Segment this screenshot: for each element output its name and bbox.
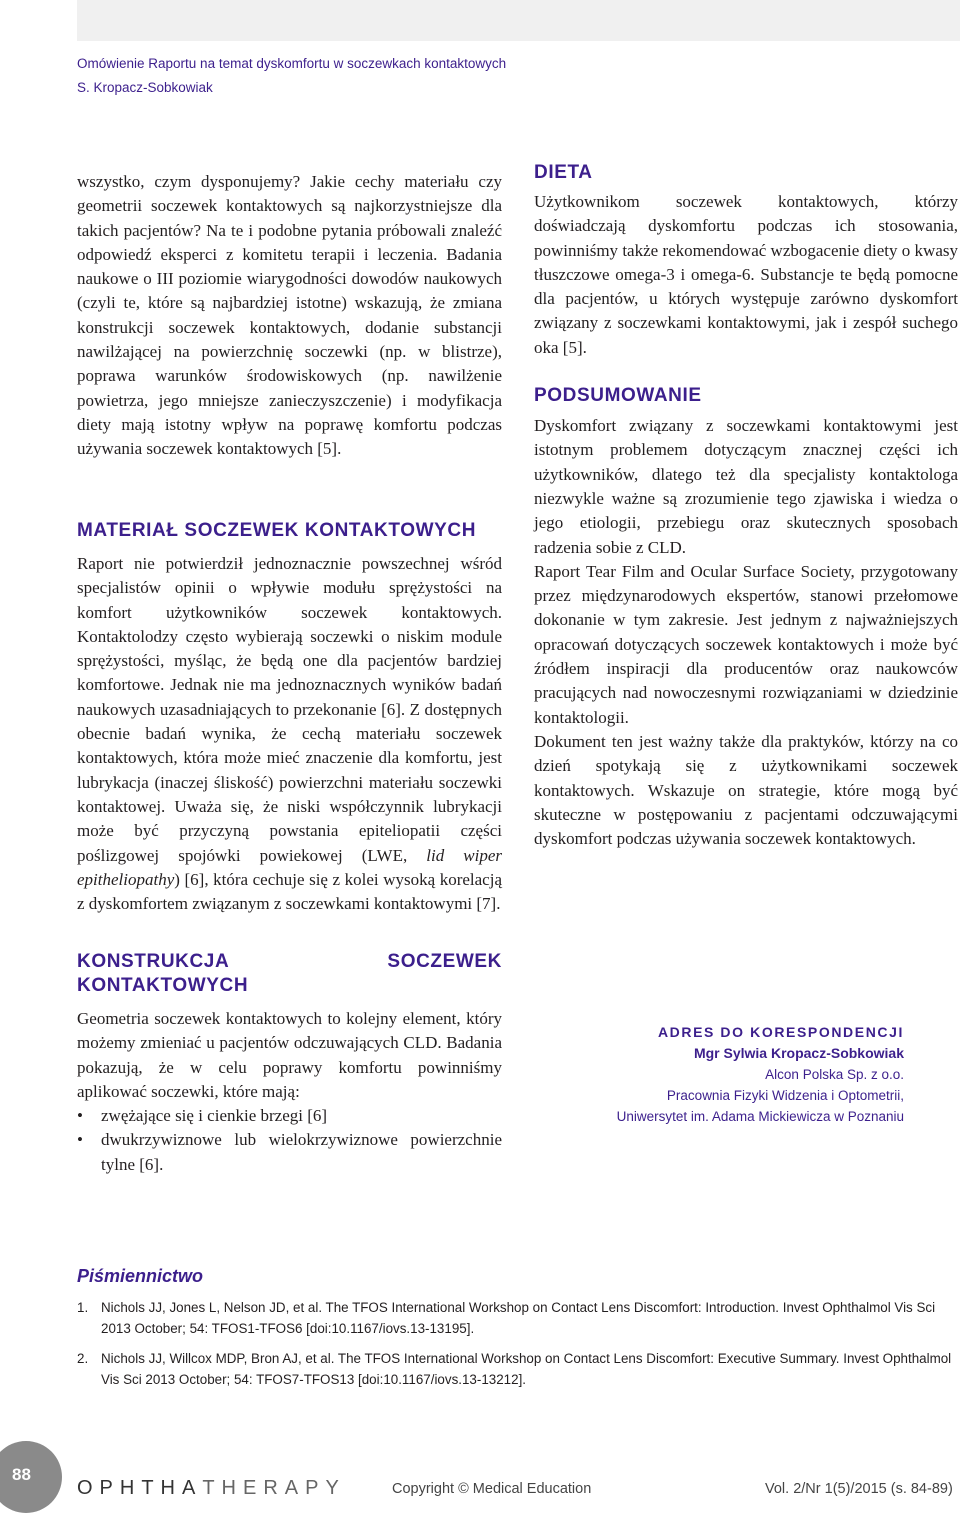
reference-item <box>77 1348 960 1390</box>
reference-item <box>77 1297 960 1339</box>
construction-section <box>77 950 502 1177</box>
address-name: Mgr Sylwia Kropacz-Sobkowiak <box>693 1045 904 1061</box>
address-line: Uniwersytet im. Adama Mickiewicza w Poznaniu <box>616 1109 904 1124</box>
footer-volume: Vol. 2/Nr 1(5)/2015 (s. 84-89) <box>765 1481 953 1497</box>
construction-bullets <box>77 1104 502 1177</box>
summary-heading: PODSUMOWANIE <box>534 385 702 407</box>
reference-number: 1. <box>77 1300 89 1315</box>
references-list <box>77 1297 960 1399</box>
reference-text: Nichols JJ, Jones L, Nelson JD, et al. The TFOS International Workshop on Contact Lens Discomfort: Introduction. Invest Ophthalmol Vis Sci 2013 October; 54: TFOS1-TFOS6 [doi:10.1167/iovs.13-13195]. <box>101 1300 936 1336</box>
address-title: ADRES DO KORESPONDENCJI <box>657 1024 904 1040</box>
construction-paragraph: Geometria soczewek kontaktowych to kolejny element, który możemy zmieniać u pacjentów odczuwających CLD. Badania pokazują, że w celu poprawy komfortu powinniśmy aplikować soczewki, które mają: <box>77 1009 502 1101</box>
header-band <box>77 0 960 41</box>
bullet-item: • zwężające się i cienkie brzegi [6] <box>77 1104 502 1128</box>
diet-paragraph: Użytkownikom soczewek kontaktowych, którzy doświadczają dyskomfortu podczas ich stosowania, powinniśmy także rekomendować wzbogacenie diety o kwasy tłuszczowe omega-3 i omega-6. Substancje te będą pomocne dla pacjentów, u których występuje zarówno dyskomfort związany z soczewkami kontaktowymi, jak i zespół suchego oka [5]. <box>534 192 958 357</box>
page-number: 88 <box>12 1465 31 1484</box>
reference-text: Nichols JJ, Willcox MDP, Bron AJ, et al. The TFOS International Workshop on Contact Lens Discomfort: Executive Summary. Invest Ophthalmol Vis Sci 2013 October; 54: TFOS7-TFOS13 [doi:10.1167/iovs.13-13212]. <box>101 1351 952 1387</box>
material-section <box>77 519 502 916</box>
page-number-badge <box>0 1441 62 1513</box>
footer-copyright: Copyright © Medical Education <box>392 1481 592 1497</box>
address-line: Alcon Polska Sp. z o.o. <box>765 1067 904 1082</box>
references-title: Piśmiennictwo <box>77 1266 204 1286</box>
bullet-item: • dwukrzywiznowe lub wielokrzywiznowe powierzchnie tylne [6]. <box>77 1128 502 1177</box>
reference-number: 2. <box>77 1351 89 1366</box>
material-italic-term: lid wiper epitheliopathy <box>77 845 503 889</box>
right-column <box>534 161 958 851</box>
left-column-top <box>77 170 502 462</box>
material-paragraph: Raport nie potwierdził jednoznacznie powszechnej wśród specjalistów opinii o wpływie modułu sprężystości na komfort użytkowników soczewek kontaktowych. Kontaktolodzy często wybierają soczewki o niskim module sprężystości, myśląc, że będą one dla pacjentów bardziej komfortowe. Jednak nie ma jednoznacznych wyników badań naukowych uzasadniających to przekonanie [6]. Z dostępnych obecnie badań wynika, że cechą materiału soczewek kontaktowych, która może mieć znaczenie dla komfortu, jest lubrykacja (inaczej śliskość) powierzchni materiału soczewki kontaktowej. Uważa się, że niski współczynnik lubrykacji może być przyczyną powstania epiteliopatii części poślizgowej spojówki powiekowej (LWE, lid wiper epitheliopathy) [6], która cechuje się z kolei wysoką korelacją z dyskomfortem związanym z soczewkami kontaktowymi [7]. <box>77 554 503 914</box>
material-heading: MATERIAŁ SOCZEWEK KONTAKTOWYCH <box>77 520 477 541</box>
address-line: Pracownia Fizyki Widzenia i Optometrii, <box>666 1088 904 1103</box>
journal-logo: OPHTHATHERAPY <box>77 1477 346 1499</box>
diet-heading: DIETA <box>534 162 593 183</box>
article-author: S. Kropacz-Sobkowiak <box>77 80 213 95</box>
summary-paragraph-1: Dyskomfort związany z soczewkami kontaktowymi jest istotnym problemem dotyczącym znacznej części ich użytkowników, dlatego też dla specjalisty kontaktologa niezwykle ważne są zrozumienie tego zjawiska i wiedza o jego etiologii, przebiegu oraz skutecznych sposobach radzenia sobie z CLD. <box>534 416 958 557</box>
article-title: Omówienie Raportu na temat dyskomfortu w soczewkach kontaktowych <box>77 56 507 71</box>
intro-paragraph: wszystko, czym dysponujemy? Jakie cechy materiału czy geometrii soczewek kontaktowych są najkorzystniejsze dla takich pacjentów? Na te i podobne pytania próbowali znaleźć odpowiedź eksperci z komitetu terapii i leczenia. Badania naukowe o III poziomie wiarygodności dowodów naukowych (czyli te, które są najbardziej istotne) wskazują, że zmiana konstrukcji soczewek kontaktowych, dodanie substancji nawilżającej na powierzchnię soczewki (np. w blistrze), poprawa warunków środowiskowych (np. nawilżenie powietrza, jego mniejsze zanieczyszczenie) i modyfikacja diety mają istotny wpływ na poprawę komfortu podczas używania soczewek kontaktowych [5]. <box>77 172 502 459</box>
summary-paragraph-3: Dokument ten jest ważny także dla praktyków, którzy na co dzień spotykają się z użytkownikami soczewek kontaktowych. Wskazuje on strategie, które mogą być skuteczne w postępowaniu z pacjentami odczuwającymi dyskomfort podczas używania soczewek kontaktowych. <box>534 731 958 849</box>
summary-paragraph-2: Raport Tear Film and Ocular Surface Society, przygotowany przez międzynarodowych ekspertów, stanowi przełomowe dokonanie w tym zakresie. Jest jednym z najważniejszych opracowań dotyczących soczewek kontaktowych i może być źródłem inspiracji dla producentów oraz naukowców pracujących nad nowoczesnymi rozwiązaniami w dziedzinie kontaktologii. <box>534 561 958 727</box>
construction-heading: KONSTRUKCJA SOCZEWEK KONTAKTOWYCH <box>77 951 502 996</box>
correspondence-address <box>574 1022 904 1127</box>
